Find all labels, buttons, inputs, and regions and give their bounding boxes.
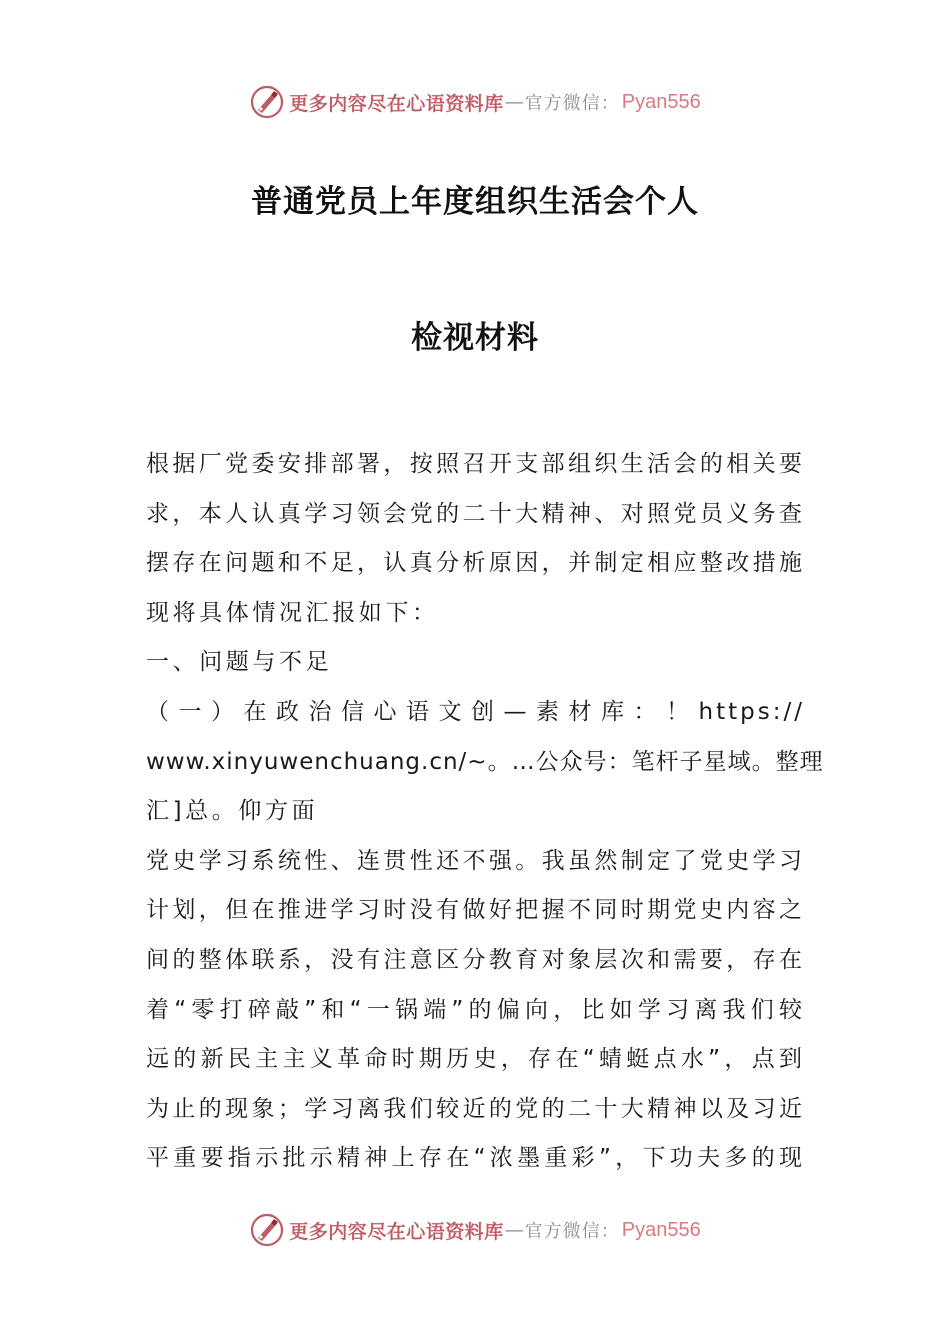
footer-banner <box>0 1208 950 1252</box>
body-line: 现将具体情况汇报如下： <box>146 599 439 626</box>
header-dash: — <box>504 91 524 113</box>
body-line: 为止的现象；学习离我们较近的党的二十大精神以及习近 <box>146 1095 805 1122</box>
subsection-heading-line: www.xinyuwenchuang.cn/~。…公众号：笔杆子星域。整理 <box>146 748 824 775</box>
body-line: 求，本人认真学习领会党的二十大精神、对照党员义务查 <box>146 500 805 527</box>
document-title-line-2: 检视材料 <box>411 320 539 356</box>
pen-nib-logo-icon <box>249 84 285 120</box>
body-line: 着“零打碎敲”和“一锅端”的偏向，比如学习离我们较 <box>146 996 805 1023</box>
header-slogan: 更多内容尽在心语资料库 <box>289 92 504 115</box>
pen-nib-logo-icon <box>249 1212 285 1248</box>
footer-dash: — <box>504 1219 524 1241</box>
subsection-heading-line: （一）在政治信心语文创—素材库：！https:// <box>146 698 805 725</box>
body-line: 平重要指示批示精神上存在“浓墨重彩”，下功夫多的现 <box>146 1145 805 1172</box>
body-line: 党史学习系统性、连贯性还不强。我虽然制定了党史学习 <box>146 847 805 874</box>
header-wechat-id: Pyan556 <box>621 90 701 113</box>
body-line: 间的整体联系，没有注意区分教育对象层次和需要，存在 <box>146 946 805 973</box>
header-banner <box>0 80 950 124</box>
header-wechat-label: 官方微信： <box>524 93 620 114</box>
document-title-line-1: 普通党员上年度组织生活会个人 <box>251 184 699 220</box>
footer-wechat-id: Pyan556 <box>621 1218 701 1241</box>
footer-wechat-label: 官方微信： <box>524 1221 620 1242</box>
document-body <box>146 440 824 1184</box>
subsection-heading-line: 汇]总。仰方面 <box>146 798 319 825</box>
body-line: 远的新民主主义革命时期历史，存在“蜻蜓点水”，点到 <box>146 1046 805 1073</box>
body-line: 根据厂党委安排部署，按照召开支部组织生活会的相关要 <box>146 451 805 477</box>
body-line: 计划，但在推进学习时没有做好把握不同时期党史内容之 <box>146 897 805 924</box>
section-heading: 一、问题与不足 <box>146 649 333 676</box>
body-line: 摆存在问题和不足，认真分析原因，并制定相应整改措施 <box>146 550 805 577</box>
footer-slogan: 更多内容尽在心语资料库 <box>289 1220 504 1243</box>
